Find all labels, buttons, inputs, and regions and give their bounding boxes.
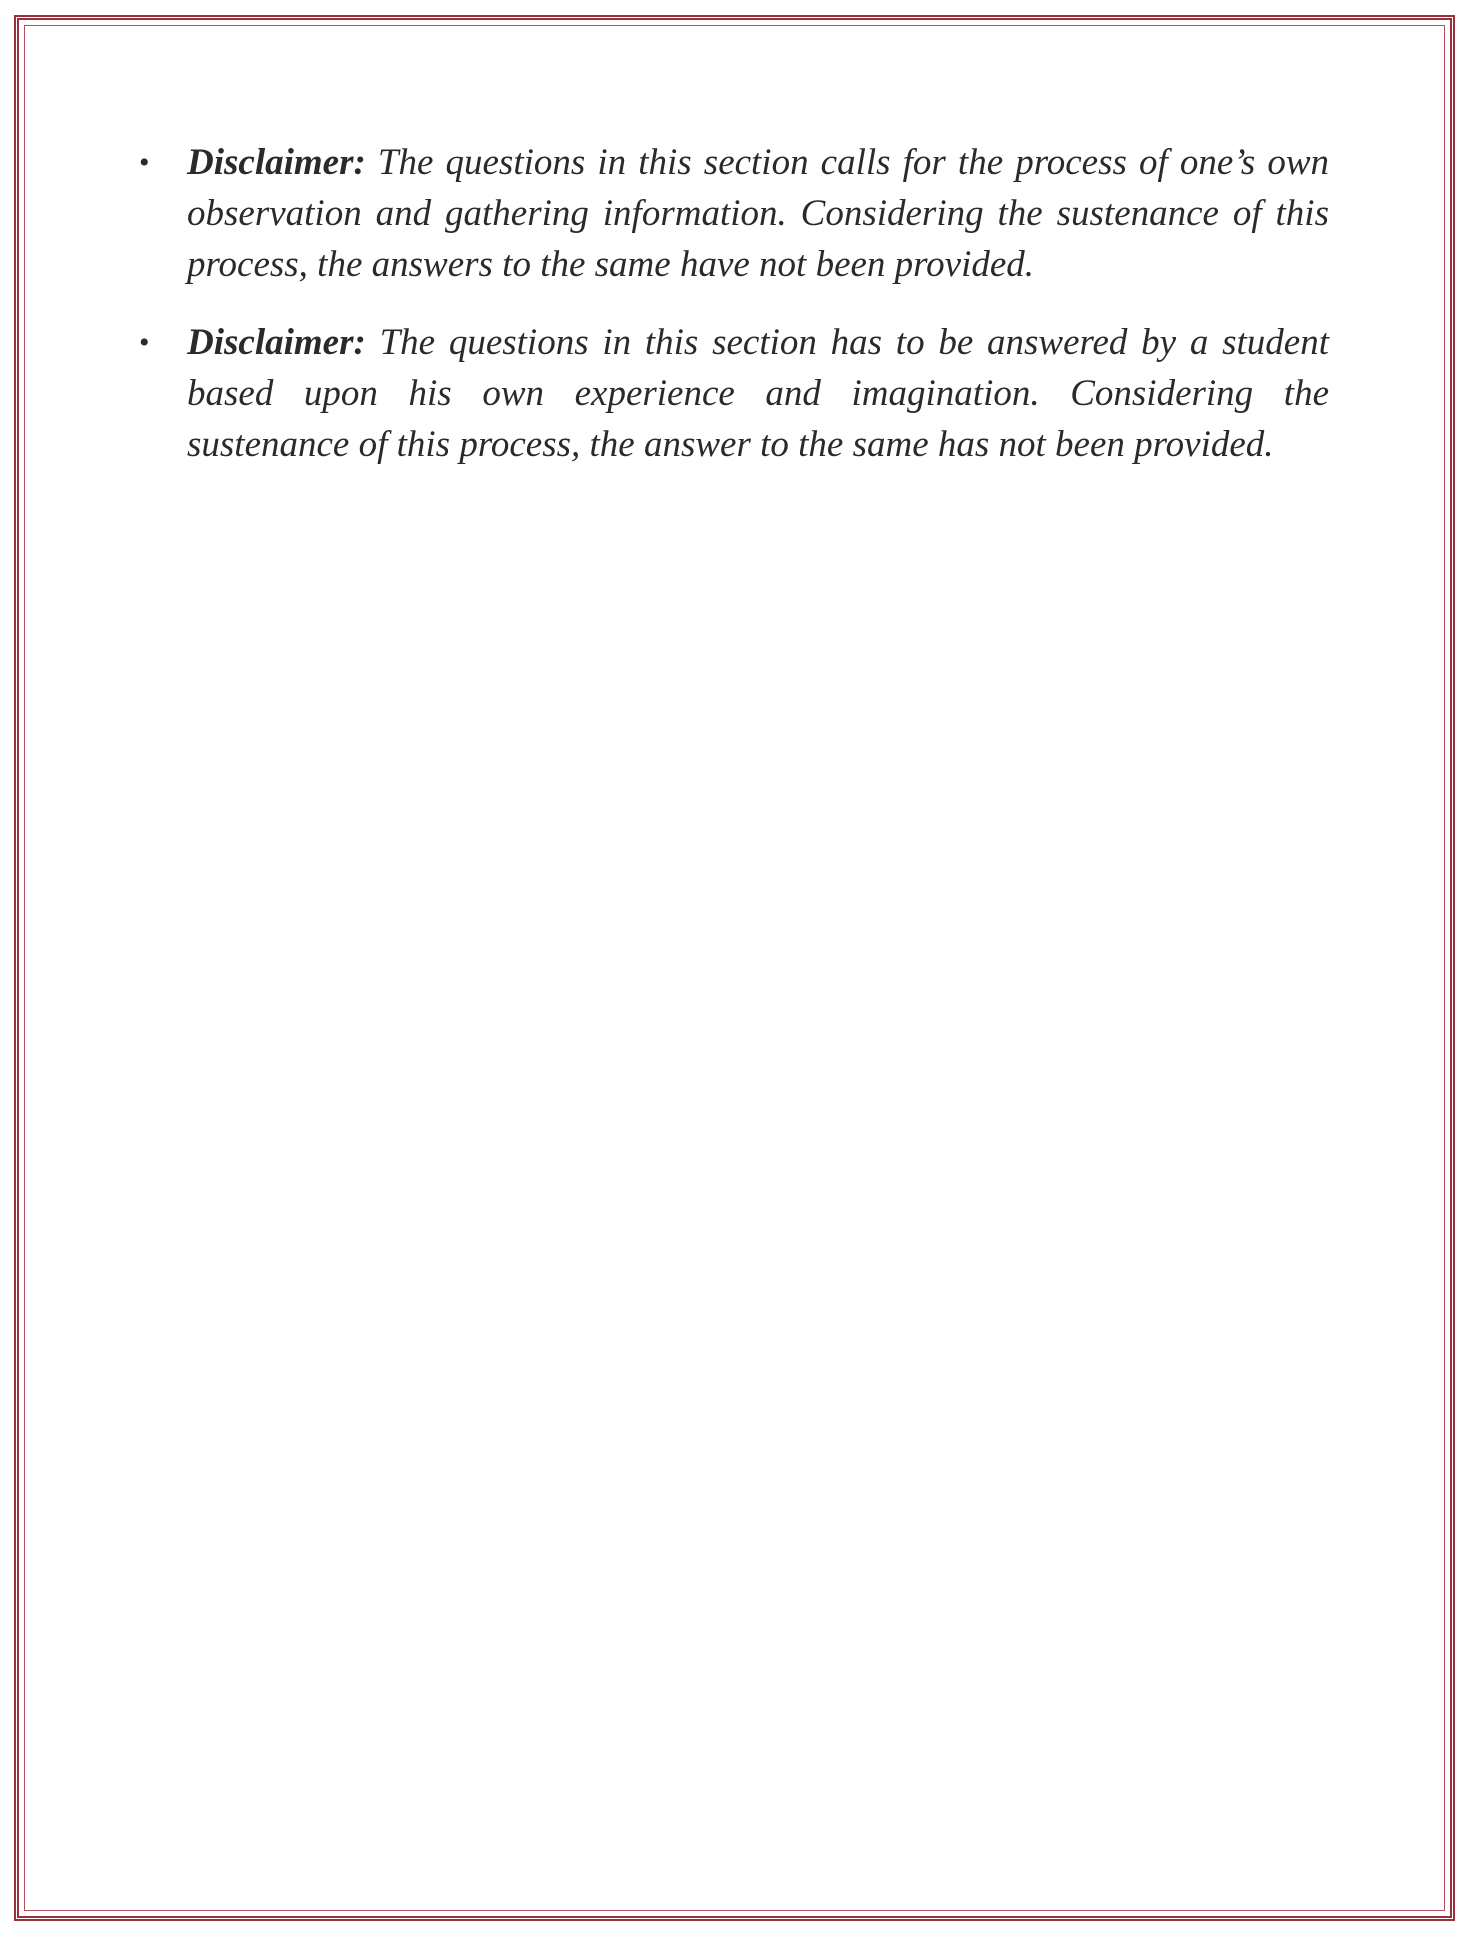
bullet-icon: • bbox=[139, 326, 150, 359]
disclaimer-label: Disclaimer: bbox=[187, 142, 378, 183]
disclaimer-text: The questions in this section calls for the process of one’s own observation and gathering information. Considering the sustenance of this process, the answers to the same have not been provided. bbox=[187, 142, 1329, 285]
disclaimer-list bbox=[139, 137, 1329, 497]
bullet-icon: • bbox=[139, 146, 150, 179]
disclaimer-item-2 bbox=[139, 317, 1329, 470]
disclaimer-item-1 bbox=[139, 137, 1329, 290]
disclaimer-text: The questions in this section has to be answered by a student based upon his own experience and imagination. Considering the sustenance of this process, the answer to the same has not been provided. bbox=[187, 322, 1329, 465]
disclaimer-label: Disclaimer: bbox=[187, 322, 380, 363]
